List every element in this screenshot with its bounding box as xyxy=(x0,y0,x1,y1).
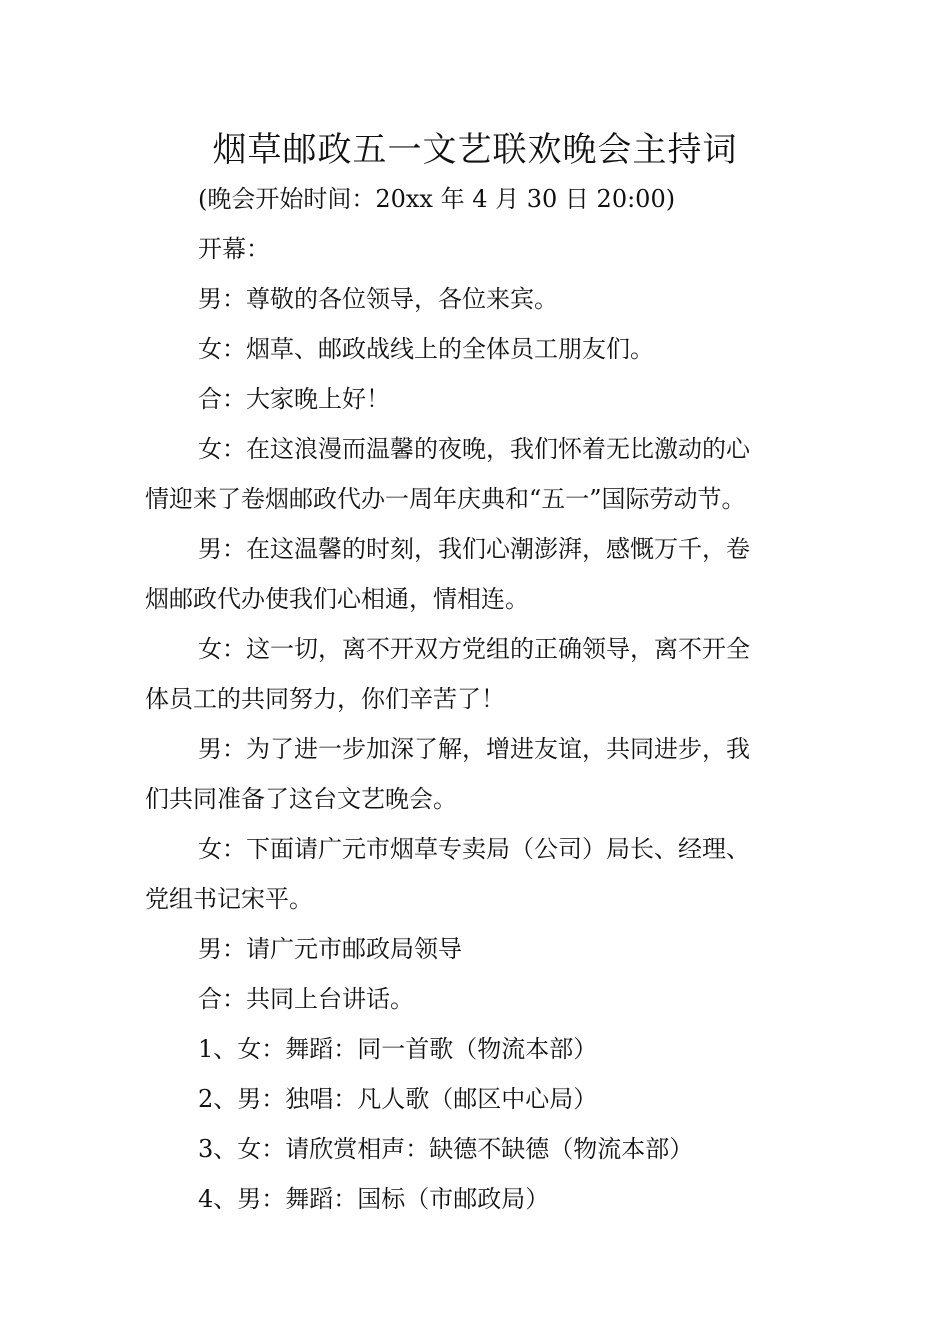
paragraph-line: 女：下面请广元市烟草专卖局（公司）局长、经理、 xyxy=(198,835,750,863)
dialogue-line: 合：共同上台讲话。 xyxy=(198,985,414,1013)
program-item: 4、男：舞蹈：国标（市邮政局） xyxy=(198,1185,550,1213)
document-body xyxy=(145,174,810,1224)
start-time-line: (晚会开始时间：20xx 年 4 月 30 日 20:00) xyxy=(198,185,676,213)
dialogue-line: 男：请广元市邮政局领导 xyxy=(198,935,462,963)
program-item: 3、女：请欣赏相声：缺德不缺德（物流本部） xyxy=(198,1135,694,1163)
program-item: 1、女：舞蹈：同一首歌（物流本部） xyxy=(198,1035,598,1063)
dialogue-line: 男：尊敬的各位领导，各位来宾。 xyxy=(198,285,558,313)
paragraph-line: 体员工的共同努力，你们辛苦了！ xyxy=(145,685,505,713)
paragraph-line: 党组书记宋平。 xyxy=(145,885,313,913)
paragraph-line: 女：在这浪漫而温馨的夜晚，我们怀着无比激动的心 xyxy=(198,435,750,463)
paragraph-line: 们共同准备了这台文艺晚会。 xyxy=(145,785,457,813)
dialogue-paragraph xyxy=(145,524,810,624)
opening-line: 开幕： xyxy=(198,235,270,263)
paragraph-line: 男：在这温馨的时刻，我们心潮澎湃，感慨万千，卷 xyxy=(198,535,750,563)
dialogue-line: 女：烟草、邮政战线上的全体员工朋友们。 xyxy=(198,335,654,363)
paragraph-line: 情迎来了卷烟邮政代办一周年庆典和“五一”国际劳动节。 xyxy=(145,485,746,513)
program-item: 2、男：独唱：凡人歌（邮区中心局） xyxy=(198,1085,598,1113)
dialogue-line: 合：大家晚上好！ xyxy=(198,385,390,413)
paragraph-line: 烟邮政代办使我们心相通，情相连。 xyxy=(145,585,529,613)
paragraph-line: 女：这一切，离不开双方党组的正确领导，离不开全 xyxy=(198,635,750,663)
paragraph-line: 男：为了进一步加深了解，增进友谊，共同进步，我 xyxy=(198,735,750,763)
dialogue-paragraph xyxy=(145,724,810,824)
dialogue-paragraph xyxy=(145,824,810,924)
document-title: 烟草邮政五一文艺联欢晚会主持词 xyxy=(212,130,738,170)
dialogue-paragraph xyxy=(145,424,810,524)
dialogue-paragraph xyxy=(145,624,810,724)
